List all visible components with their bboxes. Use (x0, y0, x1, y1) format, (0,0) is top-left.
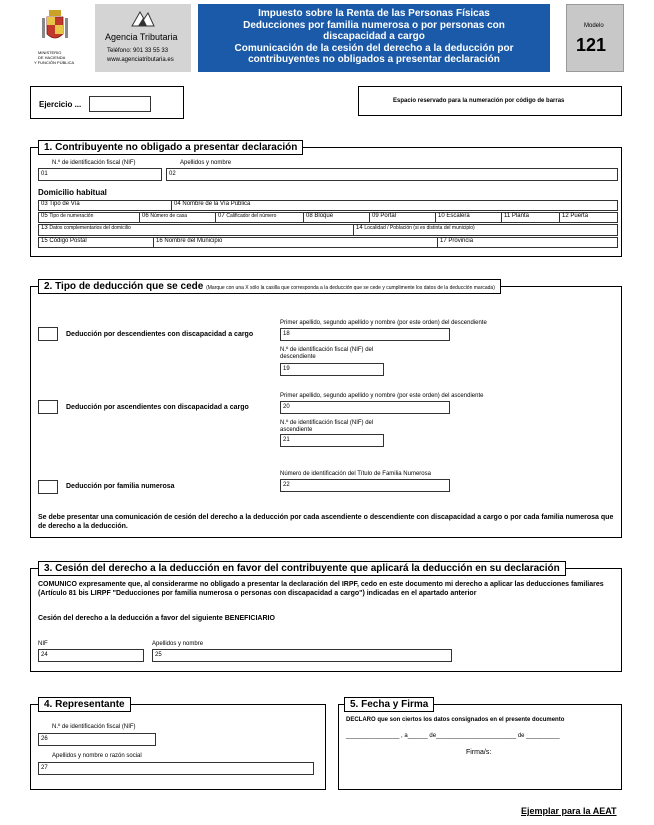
opt-ascendientes-f2[interactable] (280, 434, 384, 447)
beneficiario-label: Cesión del derecho a la deducción a favor del siguiente BENEFICIARIO (38, 615, 275, 622)
addr-09-num: 09 (372, 213, 379, 219)
addr-07-num: 07 (218, 213, 225, 219)
firma-label: Firma/s: (466, 749, 492, 756)
title-line-5: contribuyentes no obligados a presentar declaración (248, 54, 500, 65)
modelo-number: 121 (576, 35, 607, 55)
title-line-3: discapacidad a cargo (323, 31, 425, 42)
checkbox-descendientes[interactable] (38, 327, 58, 341)
section-2-note: Se debe presentar una comunicación de cesión del derecho a la deducción por cada ascendiente o descendiente con discapacidad a cargo o por cada familia numerosa que de derecho a la deducción. (38, 514, 614, 530)
addr-12-num: 12 (562, 213, 569, 219)
modelo-block (566, 4, 624, 72)
s4-name-label: Apellidos y nombre o razón social (52, 753, 142, 759)
coat-of-arms-icon (40, 8, 70, 48)
addr-06[interactable] (139, 213, 215, 222)
addr-04[interactable] (171, 201, 617, 210)
section-2-title (38, 279, 501, 294)
addr-14-num: 14 (356, 225, 363, 231)
s3-nif-label: NIF (38, 641, 48, 647)
num-27: 27 (41, 765, 48, 771)
addr-12-label: Puerta (570, 213, 589, 219)
title-line-2: Deducciones por familia numerosa o por personas con (243, 19, 505, 31)
addr-03[interactable] (39, 201, 171, 210)
agency-web: www.agenciatributaria.es (107, 57, 174, 63)
date-line[interactable]: ________________ , a______ de________________________ de __________ (346, 733, 560, 739)
addr-15-num: 15 (41, 238, 48, 244)
addr-17-num: 17 (440, 238, 447, 244)
checkbox-familia-numerosa[interactable] (38, 480, 58, 494)
opt-descendientes-f2[interactable] (280, 363, 384, 376)
addr-08-label: Bloque (314, 213, 334, 219)
addr-row-4 (38, 237, 618, 248)
addr-11-label: Planta (511, 213, 529, 219)
ministry-line-1: MINISTERIO (38, 50, 62, 55)
section-4-title: 4. Representante (38, 697, 131, 712)
agency-block (95, 4, 191, 72)
num-20: 20 (283, 404, 290, 410)
addr-03-label: Tipo de Vía (49, 201, 80, 207)
s1-nif-field[interactable] (38, 168, 162, 181)
opt-familia-f1[interactable] (280, 479, 450, 492)
s1-name-num: 02 (169, 171, 176, 177)
s1-nif-num: 01 (41, 171, 48, 177)
title-line-4: Comunicación de la cesión del derecho a la deducción por (234, 42, 514, 54)
ministry-line-2: DE HACIENDA (38, 55, 66, 60)
s1-name-label: Apellidos y nombre (180, 160, 232, 166)
checkbox-ascendientes[interactable] (38, 400, 58, 414)
addr-10-num: 10 (438, 213, 445, 219)
opt-ascendientes-f2-label: N.º de identificación fiscal (NIF) del ascendiente (280, 420, 374, 433)
declaro-text: DECLARO que son ciertos los datos consignados en el presente documento (346, 717, 565, 723)
ejercicio-box (30, 86, 184, 119)
opt-familia-label: Deducción por familia numerosa (66, 483, 175, 490)
addr-10-label: Escalera (446, 213, 470, 219)
section-5-title: 5. Fecha y Firma (344, 697, 434, 712)
opt-ascendientes-label: Deducción por ascendientes con discapacidad a cargo (66, 404, 249, 411)
opt-ascendientes-f1-label: Primer apellido, segundo apellido y nombre (por este orden) del ascendiente (280, 393, 484, 399)
addr-14-label: Localidad / Población (si es distinta del municipio) (364, 225, 475, 231)
agency-phone: Teléfono: 901 33 55 33 (107, 48, 169, 54)
addr-05-label: Tipo de numeración (49, 213, 94, 219)
ministry-line-3: Y FUNCIÓN PÚBLICA (34, 60, 75, 65)
section-4 (30, 704, 326, 790)
opt-descendientes-f1[interactable] (280, 328, 450, 341)
addr-13-label: Datos complementarios del domicilio (49, 225, 131, 231)
section-3-title: 3. Cesión del derecho a la deducción en favor del contribuyente que aplicará la deducción en su declaración (38, 561, 566, 576)
opt-descendientes-f2-label: N.º de identificación fiscal (NIF) del descendiente (280, 347, 374, 360)
addr-16-label: Nombre del Municipio (164, 238, 223, 244)
barcode-box (358, 86, 622, 116)
addr-16[interactable] (153, 238, 437, 247)
addr-17[interactable] (437, 238, 617, 247)
addr-10[interactable] (435, 213, 501, 222)
addr-17-label: Provincia (448, 238, 474, 244)
addr-04-label: Nombre de la Vía Pública (182, 201, 251, 207)
addr-06-label: Número de casa (150, 213, 188, 219)
num-26: 26 (41, 736, 48, 742)
num-24: 24 (41, 652, 48, 658)
agency-name: Agencia Tributaria (105, 32, 178, 42)
modelo-label: Modelo (584, 23, 604, 29)
s3-name-label: Apellidos y nombre (152, 641, 204, 647)
num-25: 25 (155, 652, 162, 658)
ejercicio-label: Ejercicio ... (39, 100, 82, 109)
addr-09-label: Portal (380, 213, 397, 219)
addr-row-3 (38, 224, 618, 236)
num-19: 19 (283, 366, 290, 372)
opt-ascendientes-f1[interactable] (280, 401, 450, 414)
s1-name-field[interactable] (166, 168, 618, 181)
addr-11-num: 11 (504, 213, 511, 219)
addr-11[interactable] (501, 213, 559, 222)
addr-07[interactable] (215, 213, 303, 222)
section-3-text: COMUNICO expresamente que, al considerarme no obligado a presentar la declaración del IRPF, cedo en este documento mi derecho a aplicar las deducciones familiares (Artículo 81 bis LIRPF "Deducciones por familia numerosa o personas con discapacidad a cargo") indicadas en el apartado anterior (38, 581, 604, 597)
s4-nif-field[interactable] (38, 733, 156, 746)
agency-logo-icon (130, 10, 156, 28)
addr-03-num: 03 (41, 201, 48, 207)
addr-05-num: 05 (41, 213, 48, 219)
addr-07-label: Calificador del número (226, 213, 277, 219)
s3-name-field[interactable] (152, 649, 452, 662)
addr-13[interactable] (39, 225, 353, 235)
opt-descendientes-label: Deducción por descendientes con discapacidad a cargo (66, 331, 254, 338)
addr-08[interactable] (303, 213, 369, 222)
s3-nif-field[interactable] (38, 649, 144, 662)
section-2-title-text: 2. Tipo de deducción que se cede (44, 281, 204, 292)
footer-ejemplar: Ejemplar para la AEAT (521, 806, 617, 816)
section-1-title: 1. Contribuyente no obligado a presentar declaración (38, 140, 303, 155)
num-21: 21 (283, 437, 290, 443)
ejercicio-input[interactable] (89, 96, 151, 112)
s4-name-field[interactable] (38, 762, 314, 775)
addr-16-num: 16 (156, 238, 163, 244)
addr-15[interactable] (39, 238, 153, 247)
addr-14[interactable] (353, 225, 617, 235)
addr-04-num: 04 (174, 201, 181, 207)
addr-09[interactable] (369, 213, 435, 222)
form-title-block (198, 4, 550, 72)
addr-08-num: 08 (306, 213, 313, 219)
addr-row-1 (38, 200, 618, 211)
addr-13-num: 13 (41, 225, 48, 231)
addr-12[interactable] (559, 213, 617, 222)
addr-06-num: 06 (142, 213, 149, 219)
section-2-title-note: (Marque con una X sólo la casilla que corresponda a la deducción que se cede y cumplimente los datos de la deducción marcada) (206, 285, 495, 291)
opt-descendientes-f1-label: Primer apellido, segundo apellido y nombre (por este orden) del descendiente (280, 320, 487, 326)
addr-row-2 (38, 212, 618, 223)
addr-15-label: Código Postal (49, 238, 87, 244)
title-line-1: Impuesto sobre la Renta de las Personas Físicas (258, 8, 490, 19)
opt-familia-f1-label: Número de identificación del Título de Familia Numerosa (280, 471, 431, 477)
addr-05[interactable] (39, 213, 139, 222)
s1-nif-label: N.º de identificación fiscal (NIF) (52, 160, 136, 166)
s4-nif-label: N.º de identificación fiscal (NIF) (52, 724, 136, 730)
barcode-note: Espacio reservado para la numeración por código de barras (393, 98, 565, 104)
domicilio-label: Domicilio habitual (38, 188, 107, 197)
num-22: 22 (283, 482, 290, 488)
num-18: 18 (283, 331, 290, 337)
